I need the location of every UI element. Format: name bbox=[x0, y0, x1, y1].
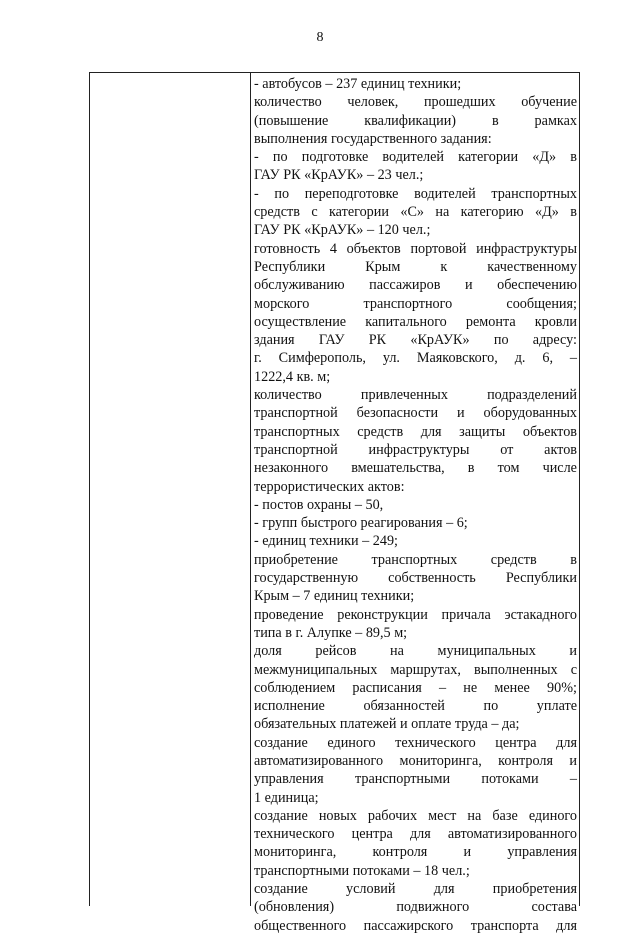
text-line: технического центра для автоматизированного bbox=[254, 826, 577, 843]
text-line: обслуживанию пассажиров и обеспечению bbox=[254, 277, 577, 294]
text-line: автоматизированного мониторинга, контроля и bbox=[254, 752, 577, 769]
text-line: средств с категории «С» на категорию «Д» в bbox=[254, 204, 577, 221]
text-line: 1 единица; bbox=[254, 789, 319, 806]
text-line: Республики Крым к качественному bbox=[254, 258, 577, 275]
text-line: здания ГАУ РК «КрАУК» по адресу: bbox=[254, 332, 577, 349]
text-line: незаконного вмешательства, в том числе bbox=[254, 460, 577, 477]
text-line: Крым – 7 единиц техники; bbox=[254, 588, 415, 605]
text-line: транспортной безопасности и оборудованных bbox=[254, 405, 577, 422]
text-line: - по переподготовке водителей транспортных bbox=[254, 185, 577, 202]
text-line: обязательных платежей и оплате труда – да; bbox=[254, 716, 520, 733]
text-line: создание условий для приобретения bbox=[254, 881, 577, 898]
text-line: (обновления) подвижного состава bbox=[254, 899, 577, 916]
text-line: соблюдением расписания – не менее 90%; bbox=[254, 679, 577, 696]
text-line: создание единого технического центра для bbox=[254, 734, 577, 751]
text-line: транспортной инфраструктуры от актов bbox=[254, 441, 577, 458]
text-line: исполнение обязанностей по уплате bbox=[254, 698, 577, 715]
text-line: выполнения государственного задания: bbox=[254, 130, 492, 147]
text-line: ГАУ РК «КрАУК» – 120 чел.; bbox=[254, 222, 431, 239]
text-line: - единиц техники – 249; bbox=[254, 533, 399, 550]
text-line: 1222,4 кв. м; bbox=[254, 368, 331, 385]
text-line: морского транспортного сообщения; bbox=[254, 295, 577, 312]
page-number: 8 bbox=[316, 30, 324, 45]
text-line: государственную собственность Республики bbox=[254, 570, 577, 587]
text-line: проведение реконструкции причала эстакадного bbox=[254, 606, 577, 623]
text-line: мониторинга, контроля и управления bbox=[254, 844, 577, 861]
text-line: создание новых рабочих мест на базе единого bbox=[254, 807, 577, 824]
text-line: - постов охраны – 50, bbox=[254, 496, 384, 513]
text-line: г. Симферополь, ул. Маяковского, д. 6, – bbox=[254, 350, 577, 367]
text-line: транспортных средств для защиты объектов bbox=[254, 423, 577, 440]
text-line: - по подготовке водителей категории «Д» в bbox=[254, 149, 577, 166]
text-line: транспортными потоками – 18 чел.; bbox=[254, 862, 470, 879]
text-line: - автобусов – 237 единиц техники; bbox=[254, 76, 462, 92]
text-line: - групп быстрого реагирования – 6; bbox=[254, 515, 468, 532]
document-table bbox=[89, 72, 580, 934]
text-line: доля рейсов на муниципальных и bbox=[254, 643, 577, 660]
table-left-column bbox=[89, 73, 251, 906]
text-line: (повышение квалификации) в рамках bbox=[254, 112, 577, 129]
text-line: ГАУ РК «КрАУК» – 23 чел.; bbox=[254, 167, 424, 184]
text-line: типа в г. Алупке – 89,5 м; bbox=[254, 624, 408, 641]
text-line: приобретение транспортных средств в bbox=[254, 551, 577, 568]
text-line: количество человек, прошедших обучение bbox=[254, 94, 577, 111]
text-line: управления транспортными потоками – bbox=[254, 771, 577, 788]
table-right-column bbox=[250, 73, 580, 934]
text-line: террористических актов: bbox=[254, 478, 405, 495]
text-line: количество привлеченных подразделений bbox=[254, 387, 577, 404]
text-line: осуществление капитального ремонта кровли bbox=[254, 313, 577, 330]
text-line: готовность 4 объектов портовой инфраструктуры bbox=[254, 240, 577, 257]
text-line: общественного пассажирского транспорта для bbox=[254, 917, 577, 934]
text-line: межмуниципальных маршрутах, выполненных с bbox=[254, 661, 577, 678]
